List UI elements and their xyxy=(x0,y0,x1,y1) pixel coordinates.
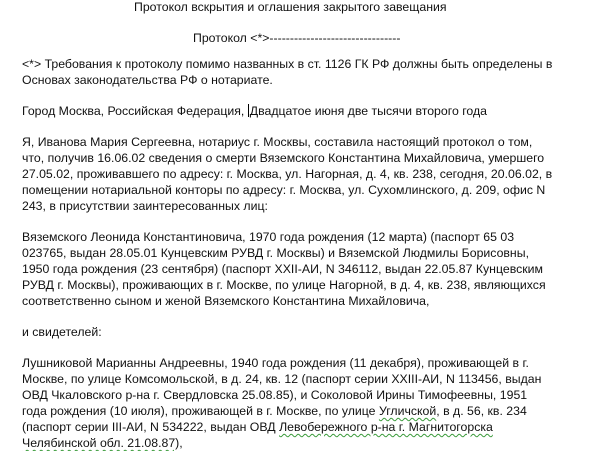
paragraph-line: что, получив 16.06.02 сведения о смерти Вяземского Константина Михайловича, умершего xyxy=(22,151,545,165)
paragraph-line: РУВД г. Москвы), проживающих в г. Москве, по улице Нагорной, в д. 4, кв. 238, являющихся xyxy=(22,278,546,292)
protocol-heading: Протокол <*>-------------------------------- xyxy=(193,31,401,45)
text-run: , в д. 56, кв. 234 xyxy=(436,404,527,418)
spellcheck-flagged-phrase[interactable]: Левобережного р-на г. Магнитогорска xyxy=(279,420,493,434)
spellcheck-flagged-word[interactable]: Угличской xyxy=(378,404,437,418)
text-run: (паспорт серии III-АИ, N 534222, выдан ОВД xyxy=(22,420,280,434)
paragraph-line: 27.05.02, проживавшего по адресу: г. Москва, ул. Нагорная, д. 4, кв. 238, сегодня, 20.06.02, в xyxy=(22,167,553,181)
text-cursor xyxy=(248,104,249,117)
paragraph-line xyxy=(22,403,527,419)
paragraph-line: Москве, по улице Комсомольской, в д. 24, кв. 12 (паспорт серии XXIII-АИ, N 113456, выдан xyxy=(22,372,542,386)
paragraph-line: помещении нотариальной конторы по адресу: г. Москва, ул. Сухомлинского, д. 209, офис N xyxy=(22,183,546,197)
spellcheck-flagged-phrase[interactable]: Челябинской обл. 21.08.87) xyxy=(22,436,180,450)
paragraph-line: Я, Иванова Мария Сергеевна, нотариус г. Москвы, составила настоящий протокол о том, xyxy=(22,135,533,149)
paragraph-line: 243, в присутствии заинтересованных лиц: xyxy=(22,199,268,213)
document-title: Протокол вскрытия и оглашения закрытого завещания xyxy=(134,0,447,14)
place-date-line xyxy=(22,103,487,119)
footnote-line: Основах законодательства РФ о нотариате. xyxy=(22,73,273,87)
paragraph-line: ОВД Чкаловского р-на г. Свердловска 25.08.85), и Соколовой Ирины Тимофеевны, 1951 xyxy=(22,388,528,402)
text-run: , xyxy=(179,436,183,450)
paragraph-line: Вяземского Леонида Константиновича, 1970 года рождения (12 марта) (паспорт 65 03 xyxy=(22,230,515,244)
paragraph-line: 023765, выдан 28.05.01 Кунцевским РУВД г. Москвы) и Вяземской Людмилы Борисовны, xyxy=(22,246,529,260)
paragraph-line: Лушниковой Марианны Андреевны, 1940 года рождения (11 декабря), проживающей в г. xyxy=(22,356,529,370)
paragraph-line: 1950 года рождения (23 сентября) (паспорт XXII-АИ, N 346112, выдан 22.05.87 Кунцевским xyxy=(22,262,543,276)
text-run: года рождения (10 июля), проживающей в г. Москве, по улице xyxy=(22,404,379,418)
paragraph-line xyxy=(22,419,493,435)
paragraph-line xyxy=(22,435,183,451)
footnote-line: <*> Требования к протоколу помимо названных в ст. 1126 ГК РФ должны быть определены в xyxy=(22,57,553,71)
witnesses-label: и свидетелей: xyxy=(22,325,102,339)
place-text: Город Москва, Российская Федерация, xyxy=(22,104,245,118)
paragraph-line: соответственно сыном и женой Вяземского Константина Михайловича, xyxy=(22,294,430,308)
date-text: Двадцатое июня две тысячи второго года xyxy=(249,104,487,118)
